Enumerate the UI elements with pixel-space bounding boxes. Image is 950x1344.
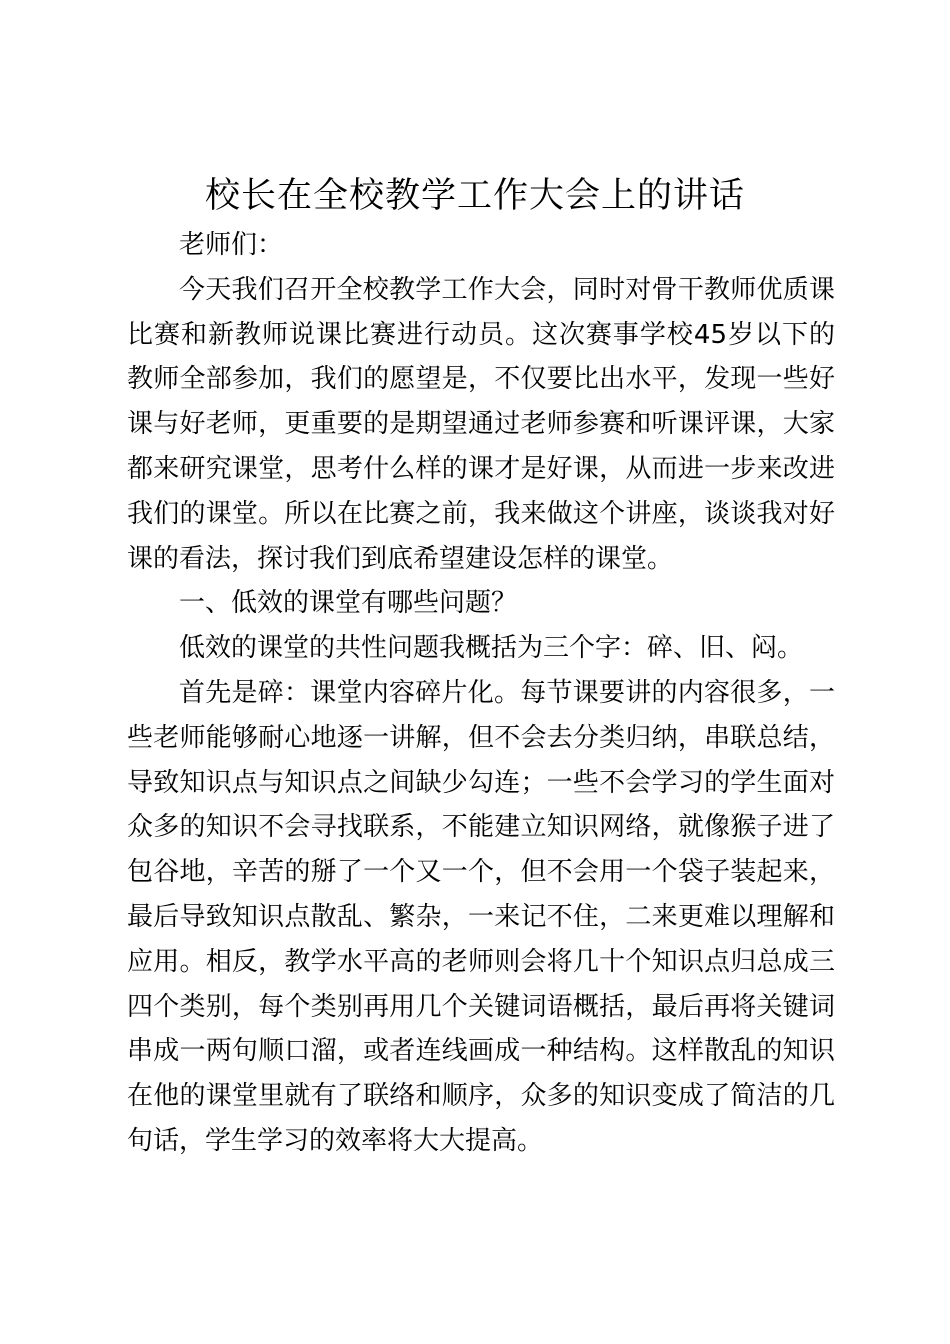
section-heading: 一、低效的课堂有哪些问题？ — [179, 588, 518, 619]
body-paragraph-summary: 低效的课堂的共性问题我概括为三个字：碎、旧、闷。 — [179, 633, 804, 664]
body-paragraph-intro: 今天我们召开全校教学工作大会，同时对骨干教师优质课比赛和新教师说课比赛进行动员。这次赛事学校45岁以下的教师全部参加，我们的愿望是，不仅要比出水平，发现一些好课与好老师，更重要的是期望通过老师参赛和听课评课，大家都来研究课堂，思考什么样的课才是好课，从而进一步来改进我们的课堂。所以在比赛之前，我来做这个讲座，谈谈我对好课的看法，探讨我们到底希望建设怎样的课堂。 — [127, 274, 835, 574]
document-body — [127, 223, 835, 1164]
body-paragraph-detail: 首先是碎：课堂内容碎片化。每节课要讲的内容很多，一些老师能够耐心地逐一讲解，但不会去分类归纳，串联总结，导致知识点与知识点之间缺少勾连；一些不会学习的学生面对众多的知识不会寻找联系，不能建立知识网络，就像猴子进了包谷地，辛苦的掰了一个又一个，但不会用一个袋子装起来，最后导致知识点散乱、繁杂，一来记不住，二来更难以理解和应用。相反，教学水平高的老师则会将几十个知识点归总成三四个类别，每个类别再用几个关键词语概括，最后再将关键词串成一两句顺口溜，或者连线画成一种结构。这样散乱的知识在他的课堂里就有了联络和顺序，众多的知识变成了简洁的几句话，学生学习的效率将大大提高。 — [127, 677, 835, 1156]
salutation-paragraph: 老师们： — [179, 230, 284, 260]
document-title: 校长在全校教学工作大会上的讲话 — [204, 176, 745, 216]
